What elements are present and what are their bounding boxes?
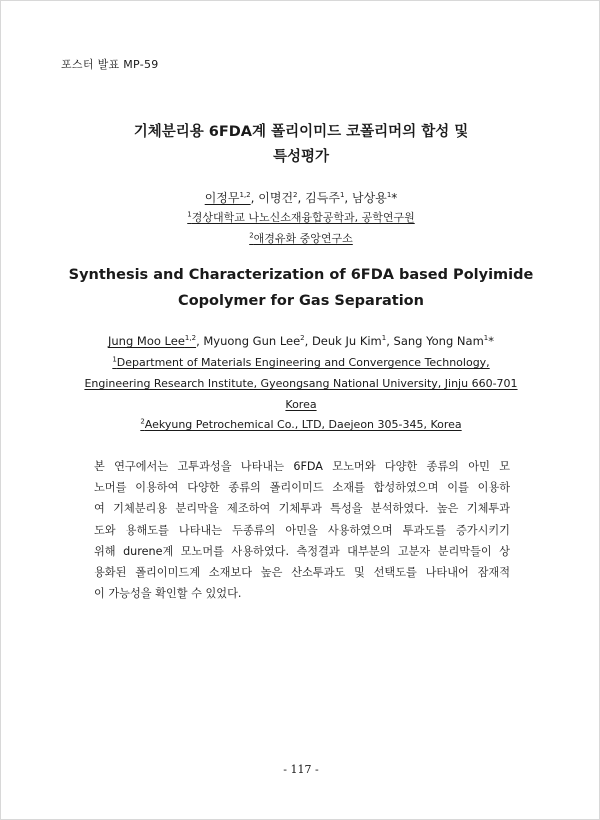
abstract-line-5: 위해 durene계 모노머를 사용하였다. 측정결과 대부분의 고분자 분리막들이 상 <box>94 544 510 558</box>
english-affiliation-1-line-1: $^1$Department of Materials Engineering and Convergence Technology, <box>112 355 490 369</box>
english-authors: Jung Moo Lee$^{1,2}$, Myuong Gun Lee$^2$, Deuk Ju Kim$^1$, Sang Yong Nam$^1$* <box>107 334 494 348</box>
korean-title-line-1: 기체분리용 6FDA계 폴리이미드 코폴리머의 합성 및 <box>133 124 469 140</box>
author-en-2: Myuong Gun Lee$^2$ <box>203 334 305 348</box>
author-en-3: Deuk Ju Kim$^1$ <box>311 334 387 348</box>
english-affiliation-1-line-3: Korea <box>285 398 317 411</box>
abstract-body <box>94 456 510 604</box>
author-ko-1: 이정무$^{1,2}$ <box>204 191 251 205</box>
abstract-line-6: 용화된 폴리이미드계 소재보다 높은 산소투과도 및 선택도를 나타내어 잠재적 <box>94 566 510 580</box>
author-en-1: Jung Moo Lee$^{1,2}$ <box>107 334 197 348</box>
page-number: - 117 - <box>283 763 319 776</box>
abstract-line-7: 이 가능성을 확인할 수 있었다. <box>94 587 242 601</box>
korean-authors: 이정무$^{1,2}$, 이명건$^2$, 김득주$^1$, 남상용$^1$* <box>204 191 398 205</box>
english-affiliation-1-line-2: Engineering Research Institute, Gyeongsang National University, Jinju 660-701 <box>84 377 518 390</box>
author-ko-4: 남상용$^1$* <box>352 191 398 205</box>
author-ko-2: 이명건$^2$ <box>258 191 298 205</box>
abstract-line-3: 여 기체분리용 분리막을 제조하여 기체투과 특성을 분석하였다. 높은 기체투과 <box>94 502 510 516</box>
korean-affiliation-1: $^1$경상대학교 나노신소재융합공학과, 공학연구원 <box>187 210 415 224</box>
english-affiliation-2: $^2$Aekyung Petrochemical Co., LTD, Daejeon 305-345, Korea <box>140 417 462 431</box>
korean-title-line-2: 특성평가 <box>272 149 330 165</box>
abstract-line-2: 노머를 이용하여 다양한 종류의 폴리이미드 소재를 합성하였으며 이를 이용하 <box>94 481 510 495</box>
english-title-line-1: Synthesis and Characterization of 6FDA based Polyimide <box>68 267 534 283</box>
english-title-line-2: Copolymer for Gas Separation <box>178 293 424 309</box>
abstract-line-4: 도와 용해도를 나타내는 두종류의 아민을 사용하였으며 투과도를 증가시키기 <box>94 523 510 537</box>
abstract-line-1: 본 연구에서는 고투과성을 나타내는 6FDA 모노머와 다양한 종류의 아민 모 <box>94 460 510 473</box>
author-ko-3: 김득주$^1$ <box>305 191 345 205</box>
session-label: 포스터 발표 MP-59 <box>61 58 159 71</box>
korean-affiliation-2: $^2$애경유화 중앙연구소 <box>249 231 353 245</box>
author-en-4: Sang Yong Nam$^1$* <box>393 334 494 348</box>
